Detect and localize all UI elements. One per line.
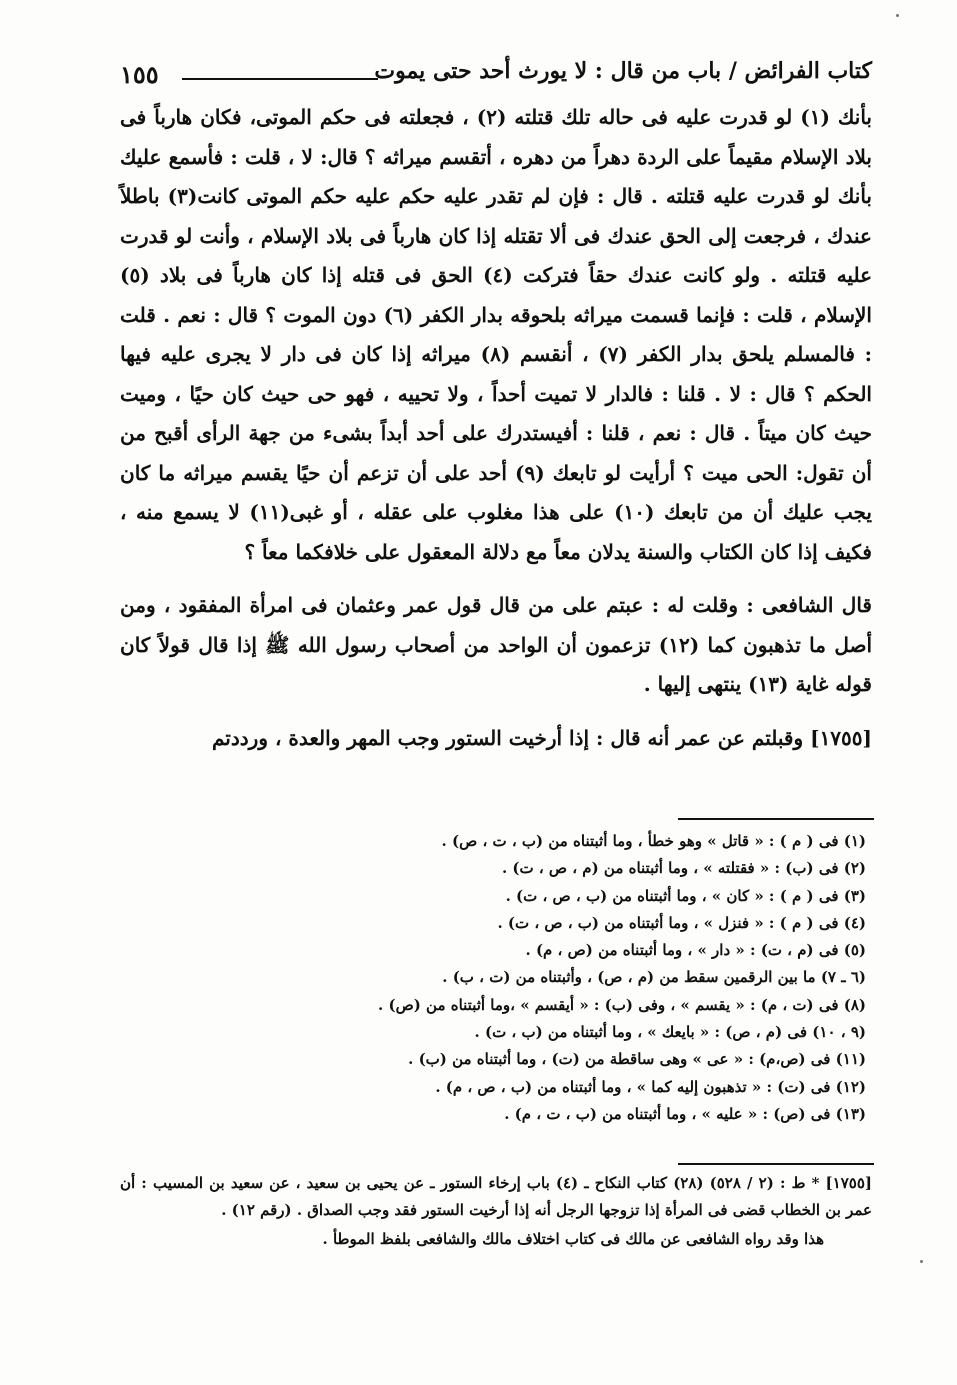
header-rule [182,78,378,80]
footnote: (٥) فى (م ، ت) : « دار » ، وما أثبتناه من (ص ، م) . [525,941,866,960]
paragraph [120,586,872,705]
main-text [120,98,872,758]
footnote: (٣) فى ( م ) : « كان » ، وما أثبتناه من (ب ، ص ، ت) . [505,886,866,905]
speaker-label: قال الشافعى : [746,593,872,617]
hadith-number: [١٧٥٥] [810,725,872,750]
scan-speck [920,1260,923,1263]
footnote: (٨) فى (ت ، م) : « يقسم » ، وفى (ب) : « أيقسم » ،وما أثبتناه من (ص) . [378,995,866,1014]
scan-speck [896,14,899,17]
page-header [120,58,872,98]
footnote: (٤) فى ( م ) : « فنزل » ، وما أثبتناه من (ب ، ص ، ت) . [497,913,866,932]
footnote: (٩ ، ١٠) فى (م ، ص) : « بايعك » ، وما أثبتناه من (ب ، ت) . [474,1023,866,1042]
page-number: ١٥٥ [120,60,159,89]
footnote: (١) فى ( م ) : « قاتل » وهو خطأ ، وما أثبتناه من (ب ، ت ، ص) . [441,832,866,850]
footnote: (٦ ـ ٧) ما بين الرقمين سقط من (م ، ص) ، وأثبتناه من (ت ، ب) . [442,968,866,987]
footnote: (١٢) فى (ت) : « تذهبون إليه كما » ، وما أثبتناه من (ب ، ص ، م) . [435,1077,866,1096]
paragraph [120,719,872,759]
footnotes [120,828,872,1128]
paragraph: بأنك (١) لو قدرت عليه فى حاله تلك قتلته (٢) ، فجعلته فى حكم الموتى، فكان هارباً فى بلاد الإسلام مقيماً على الردة دهراً من دهره ، أتقسم ميراثه ؟ قال: لا ، قلت : فأسمع عليك بأنك لو قدرت عليه قتلته . قال : فإن لم تقدر عليه حكم عليه حكم الموتى كانت(٣) باطلاً عندك ، فرجعت إلى الحق عندك فى ألا تقتله إذا كان هارباً فى بلاد الإسلام ، وأنت لو قدرت عليه قتلته . ولو كانت عندك حقاً فتركت (٤) الحق فى قتله إذا كان هارباً فى بلاد (٥) الإسلام ، قلت : فإنما قسمت ميراثه بلحوقه بدار الكفر (٦) دون الموت ؟ قال : نعم . قلت : فالمسلم يلحق بدار الكفر (٧) ، أنقسم (٨) ميراثه إذا كان فى دار لا يجرى عليه فيها الحكم ؟ قال : لا . قلنا : فالدار لا تميت أحداً ، ولا تحييه ، فهو حى حيث كان حيًا ، وميت حيث كان ميتاً . قال : نعم ، قلنا : أفيستدرك على أحد أبداً بشىء من جهة الرأى أقبح من أن تقول: الحى ميت ؟ أرأيت لو تابعك (٩) أحد على أن تزعم أن حيًا يقسم ميراثه ما كان يجب عليك أن من تابعك (١٠) على هذا مغلوب على عقله ، أو غبى(١١) لا يسمع منه ، فكيف إذا كان الكتاب والسنة يدلان معاً مع دلالة المعقول على خلافكما معاً ؟ [120,105,873,564]
footnote: (٢) فى (ب) : « فقتلته » ، وما أثبتناه من (م ، ص ، ت) . [501,859,866,878]
paragraph-text: وقبلتم عن عمر أنه قال : إذا أرخيت الستور وجب المهر والعدة ، ورددتم [211,725,811,750]
source-rule [678,1163,874,1165]
paragraph-text: وقلت له : عبتم على من قال قول عمر وعثمان فى امرأة المفقود ، ومن أصل ما تذهبون كما (١٢) تزعمون أن الواحد من أصحاب رسول الله ﷺ إذا قال قولاً كان قوله غاية (١٣) ينتهى إليها . [120,593,873,696]
source-citation: [١٧٥٥] * ط : (٢ / ٥٢٨) (٢٨) كتاب النكاح ـ (٤) باب إرخاء الستور ـ عن يحيى بن سعيد ، عن سعيد بن المسيب : أن عمر بن الخطاب قضى فى المرأة إذا تزوجها الرجل أنه إذا أرخيت الستور فقد وجب الصداق . (رقم ١٢) . [120,1174,873,1219]
footnote: (١١) فى (ص،م) : « عى » وهى ساقطة من (ت) ، وما أثبتناه من (ب) . [408,1050,866,1069]
footnote: (١٣) فى (ص) : « عليه » ، وما أثبتناه من (ب ، ت ، م) . [504,1104,866,1123]
running-title: كتاب الفرائض / باب من قال : لا يورث أحد حتى يموت [374,58,872,84]
source-remark: هذا وقد رواه الشافعى عن مالك فى كتاب اختلاف مالك والشافعى بلفظ الموطأ . [322,1230,824,1248]
source-note [120,1170,872,1253]
footnotes-rule [678,818,874,820]
